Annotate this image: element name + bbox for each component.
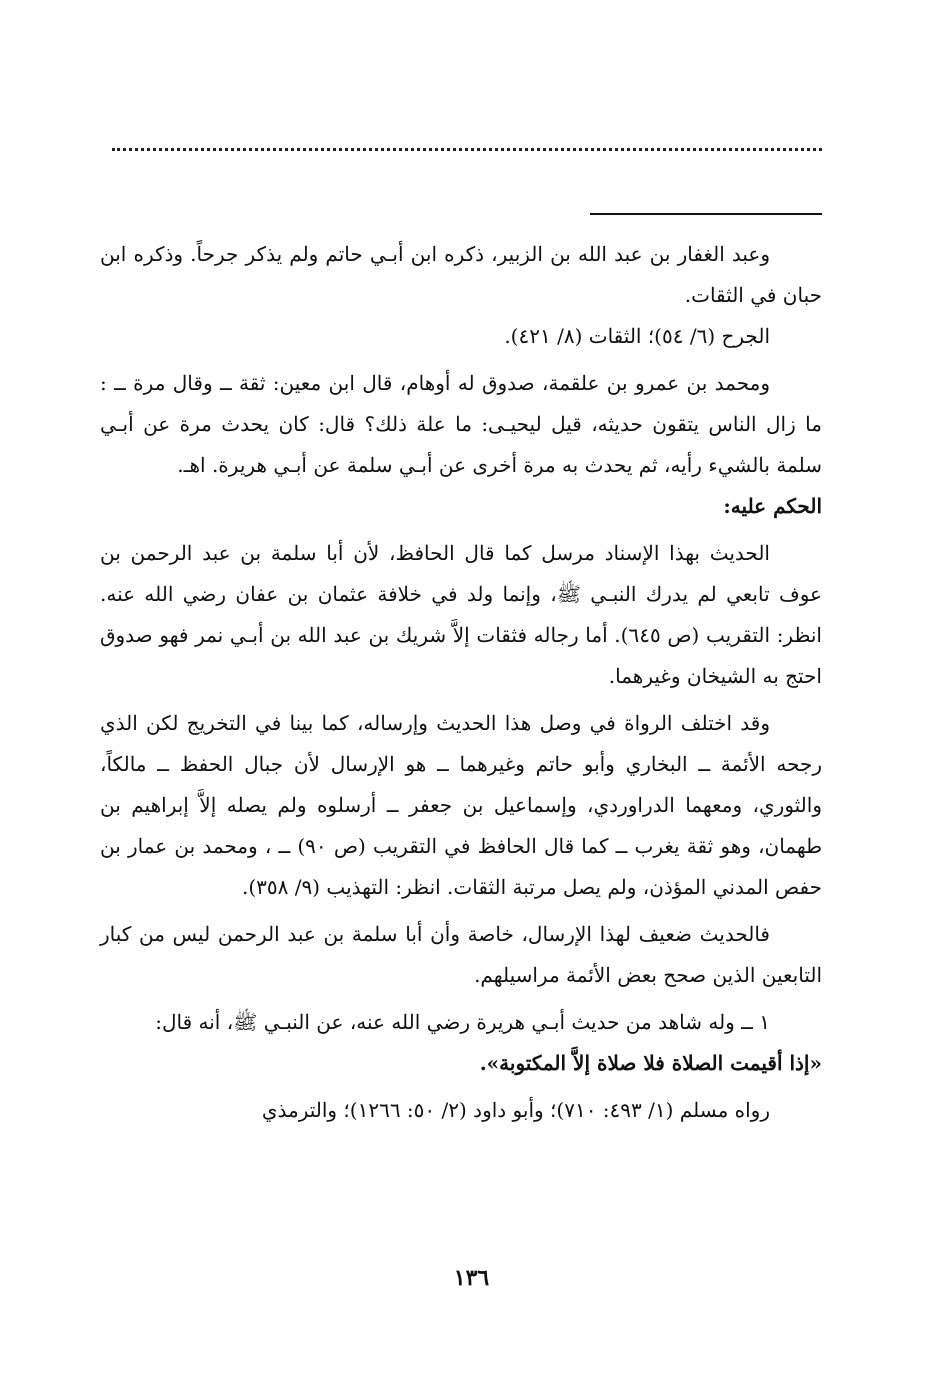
paragraph-muslim-reference: رواه مسلم (١/ ٤٩٣: ٧١٠)؛ وأبو داود (٢/ ٥٠: ١٢٦٦)؛ والترمذي [261, 1098, 770, 1122]
paragraph-hadith-weak: فالحديث ضعيف لهذا الإرسال، خاصة وأن أبا سلمة بن عبد الرحمن ليس من كبار التابعين الذين صحح بعض الأئمة مراسيلهم. [100, 922, 822, 987]
hadith-quote: «إذا أقيمت الصلاة فلا صلاة إلاَّ المكتوبة». [479, 1051, 822, 1075]
paragraph-witness-intro: ١ ــ وله شاهد من حديث أبـي هريرة رضي الله عنه، عن النبـي ﷺ، أنه قال: [155, 1010, 770, 1034]
page-number: ١٣٦ [453, 1265, 490, 1291]
dotted-separator [112, 148, 822, 151]
page-body [100, 234, 822, 1131]
paragraph-jarh-reference: الجرح (٦/ ٥٤)؛ الثقات (٨/ ٤٢١). [504, 324, 770, 348]
paragraph-isnad-mursal: الحديث بهذا الإسناد مرسل كما قال الحافظ، لأن أبا سلمة بن عبد الرحمن بن عوف تابعي لم يدرك النبـي ﷺ، وإنما ولد في خلافة عثمان بن عفان رضي الله عنه. انظر: التقريب (ص ٦٤٥). أما رجاله فثقات إلاَّ شريك بن عبد الله بن أبـي نمر فهو صدوق احتج به الشيخان وغيرهما. [100, 541, 822, 688]
paragraph-muhammad-ibn-amr: ومحمد بن عمرو بن علقمة، صدوق له أوهام، قال ابن معين: ثقة ــ وقال مرة ــ : ما زال الناس يتقون حديثه، قيل ليحيـى: ما علة ذلك؟ قال: كان يحدث مرة عن أبـي سلمة بالشيء رأيه، ثم يحدث به مرة أخرى عن أبـي سلمة عن أبـي هريرة. اهـ. [100, 371, 822, 477]
footnote-rule [590, 213, 822, 215]
paragraph-abdulghaffar: وعبد الغفار بن عبد الله بن الزبير، ذكره ابن أبـي حاتم ولم يذكر جرحاً. وذكره ابن حبان في الثقات. [100, 242, 822, 307]
paragraph-narrators-disagreement: وقد اختلف الرواة في وصل هذا الحديث وإرساله، كما بينا في التخريج لكن الذي رجحه الأئمة ــ البخاري وأبو حاتم وغيرهما ــ هو الإرسال لأن جبال الحفظ ــ مالكاً، والثوري، ومعهما الدراوردي، وإسماعيل بن جعفر ــ أرسلوه ولم يصله إلاَّ إبراهيم بن طهمان، وهو ثقة يغرب ــ كما قال الحافظ في التقريب (ص ٩٠) ــ ، ومحمد بن عمار بن حفص المدني المؤذن، ولم يصل مرتبة الثقات. انظر: التهذيب (٩/ ٣٥٨). [100, 711, 822, 899]
section-heading-ruling: الحكم عليه: [723, 494, 822, 518]
